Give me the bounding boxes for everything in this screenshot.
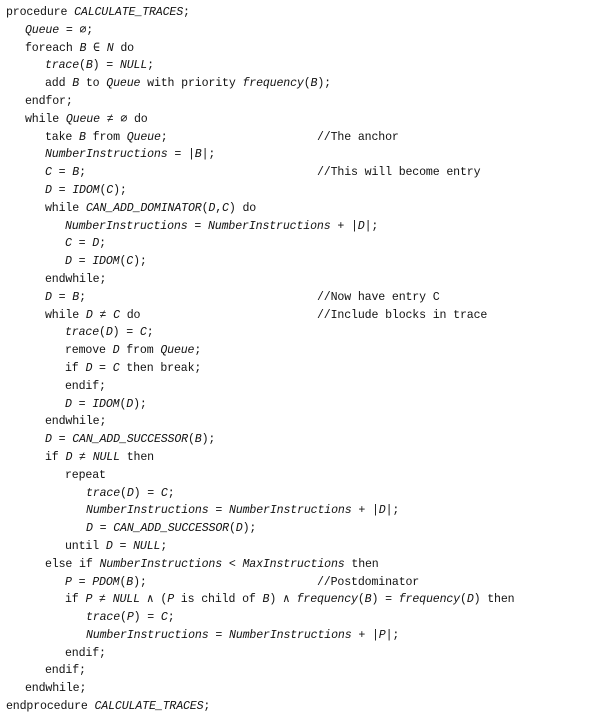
code-text: );: [133, 575, 147, 589]
code-identifier: D: [105, 539, 113, 553]
code-text: ) =: [133, 486, 161, 500]
code-text: + |: [351, 504, 379, 518]
code-line: [6, 218, 598, 236]
code-line: [6, 360, 598, 378]
code-line: [6, 289, 598, 307]
code-identifier: trace: [86, 486, 121, 500]
code-text: repeat: [65, 468, 106, 482]
code-identifier: B: [194, 433, 202, 447]
code-text: );: [201, 433, 216, 447]
code-text: ;: [183, 6, 190, 19]
code-text: take: [45, 130, 80, 144]
code-line: [6, 502, 598, 520]
code-identifier: MaxInstructions: [242, 557, 345, 571]
code-text: );: [133, 255, 147, 269]
code-identifier: B: [126, 575, 134, 589]
code-identifier: IDOM: [72, 183, 100, 197]
code-identifier: IDOM: [92, 397, 120, 411]
code-line: [6, 556, 598, 574]
code-text: from: [119, 344, 161, 358]
code-identifier: CAN_ADD_DOMINATOR: [85, 201, 202, 215]
code-line: [6, 591, 598, 609]
code-line: [6, 200, 598, 218]
code-line: [6, 75, 598, 93]
code-line: [6, 431, 598, 449]
code-text: then break;: [119, 361, 202, 375]
code-text: then: [344, 557, 379, 571]
code-identifier: C: [113, 308, 120, 322]
code-text: = ∅;: [59, 23, 94, 37]
code-text: =: [208, 628, 229, 642]
code-line: [6, 698, 598, 716]
code-comment: //Now have entry C: [317, 290, 440, 304]
code-identifier: D: [45, 183, 52, 197]
code-text: (: [99, 183, 107, 197]
code-text: (: [79, 59, 86, 73]
code-text: );: [317, 77, 331, 91]
code-text: ;: [99, 237, 106, 251]
code-text: if: [45, 450, 66, 464]
code-line: [6, 449, 598, 467]
code-identifier: C: [65, 237, 72, 251]
code-identifier: P: [378, 628, 386, 642]
code-identifier: frequency: [242, 77, 304, 91]
code-identifier: D: [208, 201, 216, 215]
code-text: ) =: [133, 611, 161, 625]
code-line: [6, 538, 598, 556]
code-identifier: Queue: [25, 23, 60, 37]
code-line: [6, 609, 598, 627]
code-text: (: [99, 326, 106, 340]
code-identifier: P: [126, 611, 134, 625]
code-text: (: [228, 522, 236, 536]
code-text: =: [51, 290, 73, 304]
code-text: endwhile;: [45, 272, 107, 286]
code-identifier: CAN_ADD_SUCCESSOR: [113, 522, 229, 536]
code-identifier: N: [106, 41, 114, 55]
code-identifier: D: [466, 593, 474, 607]
code-text: while: [45, 201, 86, 215]
code-line: [6, 4, 598, 22]
code-identifier: frequency: [296, 593, 358, 607]
code-text: endwhile;: [25, 682, 87, 696]
code-text: ;: [79, 166, 86, 180]
code-identifier: D: [86, 522, 93, 536]
code-text: ∈: [86, 41, 107, 55]
code-text: ;: [147, 59, 154, 73]
code-comment: //This will become entry: [317, 166, 481, 180]
code-text: =: [92, 522, 114, 536]
code-text: |;: [385, 504, 400, 518]
code-comment: //Postdominator: [317, 575, 420, 589]
code-text: );: [113, 183, 127, 197]
code-text: =: [187, 219, 208, 233]
code-identifier: B: [72, 166, 80, 180]
code-identifier: C: [222, 201, 229, 215]
code-identifier: trace: [86, 611, 121, 625]
code-identifier: P: [167, 593, 174, 607]
code-text: (: [460, 593, 467, 607]
code-identifier: NULL: [92, 450, 120, 464]
code-text: do: [119, 308, 141, 322]
code-text: ≠: [92, 593, 113, 607]
code-identifier: B: [79, 130, 86, 144]
code-text: ) =: [112, 326, 140, 340]
code-identifier: B: [85, 59, 93, 73]
code-text: endwhile;: [45, 415, 107, 429]
code-line: [6, 146, 598, 164]
code-text: procedure: [6, 6, 75, 19]
code-text: =: [51, 433, 73, 447]
code-text: endfor;: [25, 94, 73, 108]
code-identifier: NULL: [133, 539, 161, 553]
code-identifier: trace: [45, 59, 80, 73]
code-identifier: Queue: [65, 112, 100, 126]
code-comment: //Include blocks in trace: [317, 308, 488, 322]
code-text: ;: [79, 290, 86, 304]
code-text: + |: [351, 628, 379, 642]
code-line: [6, 129, 598, 147]
code-line: [6, 253, 598, 271]
code-line: [6, 235, 598, 253]
code-text: =: [51, 183, 73, 197]
code-text: endif;: [45, 664, 86, 678]
code-line: [6, 57, 598, 75]
code-text: add: [45, 77, 73, 91]
code-identifier: C: [160, 611, 168, 625]
code-identifier: B: [72, 77, 80, 91]
code-text: until: [65, 539, 106, 553]
code-text: ;: [167, 611, 175, 625]
code-text: (: [119, 397, 127, 411]
code-line: [6, 520, 598, 538]
code-text: (: [187, 433, 195, 447]
code-text: ,: [215, 201, 223, 215]
code-line: [6, 342, 598, 360]
code-line: [6, 662, 598, 680]
code-text: with priority: [140, 77, 243, 91]
code-identifier: NumberInstructions: [207, 219, 331, 233]
code-text: =: [71, 575, 93, 589]
code-line: [6, 413, 598, 431]
code-identifier: NumberInstructions: [99, 557, 223, 571]
code-text: ≠ ∅ do: [99, 112, 148, 126]
code-identifier: D: [357, 219, 365, 233]
code-text: ;: [146, 326, 154, 340]
code-text: (: [120, 486, 127, 500]
code-text: ∧ (: [139, 593, 168, 607]
code-identifier: C: [112, 361, 120, 375]
code-identifier: C: [139, 326, 147, 340]
code-text: );: [242, 522, 257, 536]
code-identifier: D: [45, 433, 52, 447]
code-text: (: [303, 77, 311, 91]
code-text: is child of: [174, 593, 263, 607]
code-text: );: [133, 397, 147, 411]
code-identifier: D: [112, 344, 120, 358]
code-identifier: NumberInstructions: [228, 628, 352, 642]
code-text: if: [65, 361, 86, 375]
code-text: =: [51, 166, 73, 180]
code-identifier: PDOM: [92, 575, 120, 589]
code-line: [6, 307, 598, 325]
code-identifier: P: [65, 575, 72, 589]
code-text: ≠: [92, 308, 114, 322]
code-text: + |: [330, 219, 358, 233]
code-identifier: C: [106, 183, 114, 197]
code-text: (: [119, 575, 127, 589]
code-identifier: CAN_ADD_SUCCESSOR: [72, 433, 188, 447]
code-text: =: [71, 397, 93, 411]
code-identifier: D: [85, 308, 93, 322]
code-text: |;: [201, 148, 216, 162]
code-text: =: [92, 361, 113, 375]
code-line: [6, 645, 598, 663]
code-identifier: CALCULATE_TRACES: [94, 700, 204, 714]
code-text: remove: [65, 344, 113, 358]
code-identifier: NumberInstructions: [45, 148, 168, 162]
code-identifier: Queue: [160, 344, 195, 358]
code-identifier: D: [235, 522, 243, 536]
code-text: = |: [167, 148, 195, 162]
code-identifier: P: [85, 593, 93, 607]
code-text: ;: [167, 486, 175, 500]
code-text: endif;: [65, 379, 106, 393]
code-identifier: D: [378, 504, 386, 518]
code-identifier: D: [65, 255, 72, 269]
code-text: while: [45, 308, 86, 322]
code-text: ) =: [92, 59, 120, 73]
code-identifier: B: [262, 593, 270, 607]
code-text: endif;: [65, 646, 106, 660]
code-text: to: [79, 77, 107, 91]
code-line: [6, 182, 598, 200]
code-text: if: [65, 593, 86, 607]
code-text: =: [71, 255, 93, 269]
code-text: endprocedure: [6, 700, 95, 714]
code-text: do: [113, 41, 134, 55]
code-line: [6, 467, 598, 485]
code-identifier: frequency: [398, 593, 460, 607]
code-identifier: NumberInstructions: [228, 504, 352, 518]
code-line: [6, 324, 598, 342]
code-text: (: [357, 593, 365, 607]
code-identifier: B: [72, 290, 80, 304]
code-text: ) do: [228, 201, 257, 215]
code-identifier: C: [126, 255, 134, 269]
code-text: (: [120, 611, 127, 625]
code-line: [6, 627, 598, 645]
code-identifier: D: [45, 290, 52, 304]
code-line: [6, 396, 598, 414]
code-text: ;: [160, 130, 168, 144]
code-text: ) =: [371, 593, 399, 607]
code-line: [6, 378, 598, 396]
code-text: (: [201, 201, 209, 215]
code-identifier: C: [45, 166, 52, 180]
code-text: (: [119, 255, 127, 269]
code-text: ;: [160, 539, 168, 553]
code-line: [6, 271, 598, 289]
code-text: |;: [364, 219, 379, 233]
code-identifier: C: [160, 486, 168, 500]
code-text: <: [222, 557, 243, 571]
code-identifier: Queue: [126, 130, 161, 144]
code-identifier: B: [194, 148, 202, 162]
code-identifier: D: [92, 237, 100, 251]
code-identifier: trace: [65, 326, 100, 340]
code-text: while: [25, 112, 66, 126]
code-identifier: D: [85, 361, 93, 375]
code-identifier: Queue: [106, 77, 141, 91]
code-identifier: NumberInstructions: [86, 504, 209, 518]
code-identifier: IDOM: [92, 255, 120, 269]
code-text: foreach: [25, 41, 80, 55]
code-text: ) ∧: [269, 593, 297, 607]
code-line: [6, 111, 598, 129]
code-identifier: D: [65, 450, 73, 464]
code-line: [6, 485, 598, 503]
code-identifier: B: [364, 593, 372, 607]
code-text: =: [71, 237, 93, 251]
code-text: =: [112, 539, 134, 553]
code-identifier: NumberInstructions: [65, 219, 188, 233]
code-comment: //The anchor: [317, 130, 399, 144]
code-line: [6, 40, 598, 58]
code-text: from: [85, 130, 127, 144]
code-identifier: D: [105, 326, 113, 340]
code-identifier: B: [79, 41, 87, 55]
code-identifier: NULL: [119, 59, 148, 73]
code-text: ;: [194, 344, 202, 358]
code-text: ≠: [72, 450, 93, 464]
code-line: [6, 93, 598, 111]
code-text: then: [119, 450, 154, 464]
code-line: [6, 680, 598, 698]
code-line: [6, 22, 598, 40]
code-identifier: D: [126, 397, 134, 411]
code-identifier: NULL: [112, 593, 140, 607]
code-text: |;: [385, 628, 400, 642]
pseudocode-listing: [6, 4, 598, 716]
code-identifier: D: [65, 397, 72, 411]
code-text: else if: [45, 557, 100, 571]
code-text: ) then: [473, 593, 515, 607]
code-line: [6, 574, 598, 592]
code-identifier: NumberInstructions: [86, 628, 209, 642]
code-identifier: D: [126, 486, 134, 500]
code-text: =: [208, 504, 229, 518]
code-identifier: B: [310, 77, 318, 91]
code-text: ;: [203, 700, 211, 714]
code-line: [6, 164, 598, 182]
code-identifier: CALCULATE_TRACES: [74, 6, 183, 19]
